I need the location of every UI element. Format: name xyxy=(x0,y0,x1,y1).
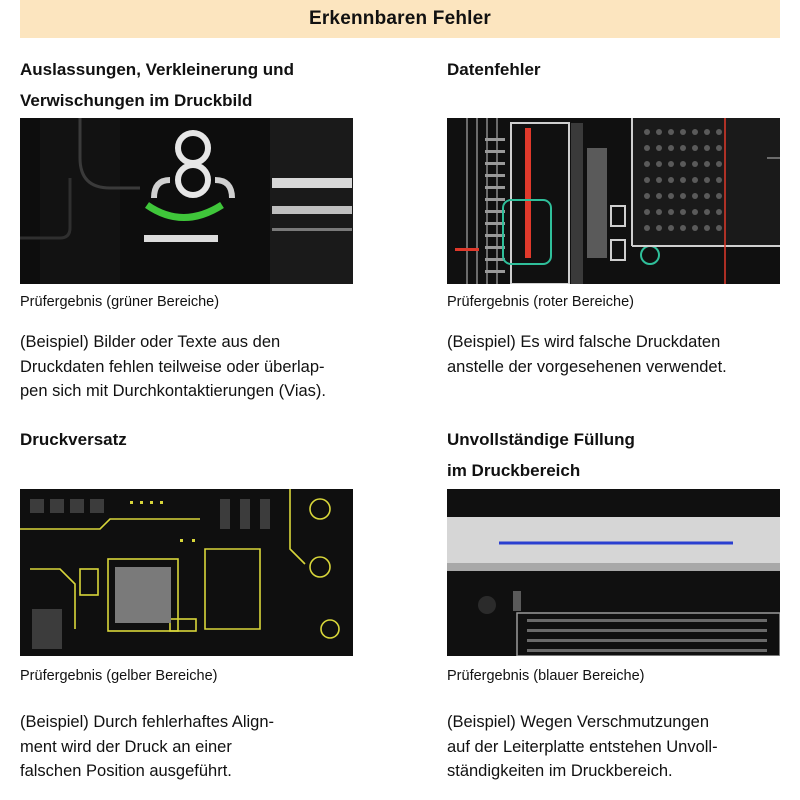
section-data-error xyxy=(447,54,787,85)
section-title-line: Datenfehler xyxy=(447,60,541,79)
inspection-image-data-error xyxy=(447,118,780,284)
description-line: Druckdaten fehlen teilweise oder überlap- xyxy=(20,357,325,376)
description-line: (Beispiel) Wegen Verschmutzungen xyxy=(447,713,710,731)
section-title xyxy=(20,54,360,116)
section-title-line: Unvollständige Füllung xyxy=(447,430,635,449)
page-header xyxy=(20,0,780,38)
description-line: (Beispiel) Durch fehlerhaftes Align- xyxy=(20,713,275,731)
description-line: ständigkeiten im Druckbereich. xyxy=(447,762,673,780)
description-line: auf der Leiterplatte entstehen Unvoll- xyxy=(447,737,718,756)
description-line: (Beispiel) Bilder oder Texte aus den xyxy=(20,333,281,351)
section-title xyxy=(447,54,787,85)
page-title: Erkennbaren Fehler xyxy=(308,8,492,29)
description-line: (Beispiel) Es wird falsche Druckdaten xyxy=(447,333,721,351)
inspection-image-incomplete-fill xyxy=(447,489,780,656)
description-line: falschen Position ausgeführt. xyxy=(20,762,232,780)
description-line: anstelle der vorgesehenen verwendet. xyxy=(447,357,727,376)
description-line: pen sich mit Durchkontaktierungen (Vias). xyxy=(20,382,327,400)
image-caption: Prüfergebnis (gelber Bereiche) xyxy=(20,668,218,684)
image-caption: Prüfergebnis (blauer Bereiche) xyxy=(447,668,645,684)
image-caption: Prüfergebnis (roter Bereiche) xyxy=(447,294,634,310)
inspection-image-omissions xyxy=(20,118,353,284)
inspection-image-misalignment xyxy=(20,489,353,656)
section-description xyxy=(447,710,718,784)
section-omissions xyxy=(20,54,360,116)
section-description xyxy=(20,710,274,784)
image-caption: Prüfergebnis (grüner Bereiche) xyxy=(20,294,220,310)
section-description xyxy=(20,330,326,404)
section-title-line: Druckversatz xyxy=(20,430,127,449)
section-misalignment xyxy=(20,424,360,455)
section-title-line: im Druckbereich xyxy=(447,461,581,480)
section-title-line: Verwischungen im Druckbild xyxy=(20,91,253,110)
section-description xyxy=(447,330,727,379)
section-title-line: Auslassungen, Verkleinerung und xyxy=(20,60,294,79)
section-title xyxy=(20,424,360,455)
section-incomplete-fill xyxy=(447,424,787,486)
section-title xyxy=(447,424,787,486)
description-line: ment wird der Druck an einer xyxy=(20,737,232,756)
